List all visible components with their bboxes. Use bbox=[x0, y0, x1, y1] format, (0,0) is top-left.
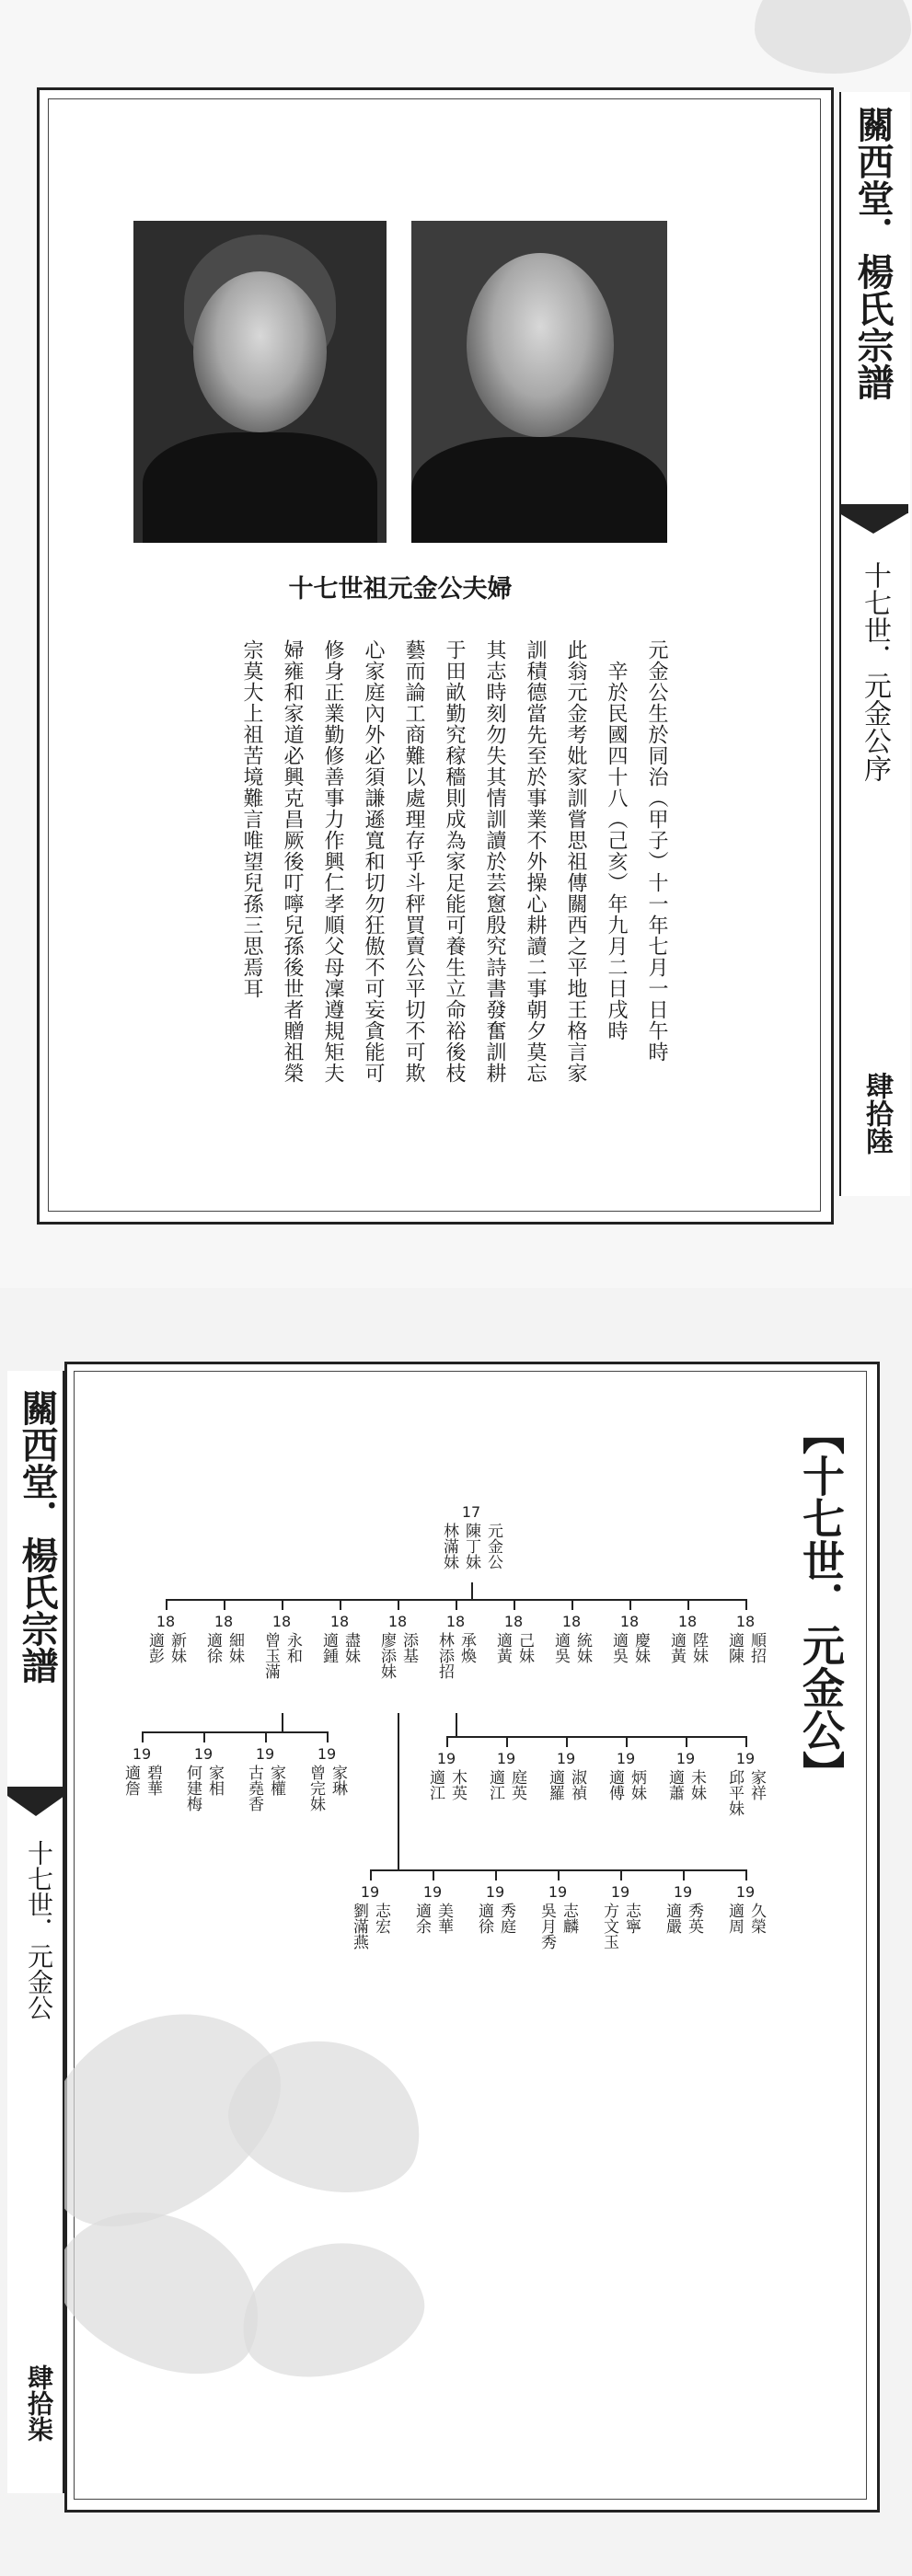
preface-column: 心家庭內外必須謙遜寬和切勿狂傲不可妄貪能可 bbox=[362, 639, 385, 1084]
person-name: 淑禎 bbox=[568, 1769, 586, 1800]
side-section: 十七世．元金公 bbox=[24, 1840, 54, 2020]
person-node bbox=[376, 1612, 419, 1679]
tree-connector bbox=[265, 1731, 267, 1742]
person-node bbox=[411, 1882, 454, 1934]
person-name: 木英 bbox=[448, 1769, 467, 1800]
person-name: 盡妹 bbox=[341, 1632, 360, 1663]
generation-number: 19 bbox=[317, 1745, 337, 1763]
person-name: 廖添妹 bbox=[377, 1632, 396, 1679]
generation-number: 19 bbox=[422, 1883, 443, 1901]
tree-connector bbox=[571, 1599, 573, 1610]
person-name: 適周 bbox=[725, 1903, 744, 1934]
generation-number: 19 bbox=[616, 1750, 636, 1767]
person-node bbox=[608, 1612, 651, 1663]
generation-number: 19 bbox=[485, 1883, 505, 1901]
person-node bbox=[306, 1744, 348, 1811]
person-name: 古堯香 bbox=[245, 1765, 263, 1811]
person-name: 元金公 bbox=[484, 1523, 502, 1570]
person-node bbox=[724, 1749, 767, 1816]
person-node bbox=[434, 1612, 477, 1679]
generation-number: 19 bbox=[735, 1883, 756, 1901]
person-name: 曾玉滿 bbox=[261, 1632, 280, 1679]
generation-number: 18 bbox=[214, 1613, 234, 1630]
spine-arrow-icon bbox=[839, 513, 907, 534]
generation-number: 19 bbox=[735, 1750, 756, 1767]
person-name: 細妹 bbox=[225, 1632, 244, 1663]
preface-column: 婦雍和家道必興克昌厥後叮嚀兒孫後世者贈祖榮 bbox=[281, 639, 304, 1084]
page-number: 肆拾柒 bbox=[24, 2364, 54, 2442]
person-name: 庭英 bbox=[508, 1769, 526, 1800]
tree-connector bbox=[398, 1599, 399, 1610]
tree-connector bbox=[683, 1869, 685, 1880]
person-name: 劉滿燕 bbox=[350, 1903, 368, 1949]
person-name: 統妹 bbox=[573, 1632, 592, 1663]
person-node bbox=[724, 1882, 767, 1934]
generation-number: 17 bbox=[461, 1503, 481, 1521]
person-name: 志宏 bbox=[372, 1903, 390, 1934]
person-name: 美華 bbox=[434, 1903, 453, 1934]
page-number: 肆拾陸 bbox=[860, 1072, 893, 1155]
person-node bbox=[144, 1612, 187, 1663]
tree-connector bbox=[203, 1731, 205, 1742]
person-node bbox=[599, 1882, 641, 1949]
tree-connector bbox=[745, 1599, 747, 1610]
person-name: 家權 bbox=[267, 1765, 285, 1796]
person-name: 秀英 bbox=[685, 1903, 703, 1934]
person-node bbox=[202, 1612, 245, 1663]
side-section: 十七世．元金公序 bbox=[859, 561, 891, 782]
person-name: 秀庭 bbox=[497, 1903, 515, 1934]
person-node bbox=[605, 1749, 647, 1800]
generation-number: 19 bbox=[360, 1883, 380, 1901]
tree-connector bbox=[282, 1713, 283, 1731]
preface-column: 其志時刻勿失其情訓讀於芸窻殷究詩書發奮訓耕 bbox=[483, 639, 506, 1084]
person-name: 碧華 bbox=[144, 1765, 162, 1796]
person-node bbox=[662, 1882, 704, 1934]
person-name: 適嚴 bbox=[663, 1903, 681, 1934]
person-name: 方文玉 bbox=[600, 1903, 618, 1949]
generation-number: 19 bbox=[436, 1750, 456, 1767]
tree-connector bbox=[506, 1736, 508, 1747]
person-name: 適吳 bbox=[551, 1632, 570, 1663]
person-node bbox=[121, 1744, 163, 1796]
person-name: 家相 bbox=[205, 1765, 224, 1796]
preface-column: 辛於民國四十八（己亥）年九月二日戌時 bbox=[605, 639, 628, 1041]
tree-connector bbox=[514, 1599, 515, 1610]
generation-number: 19 bbox=[675, 1750, 696, 1767]
person-name: 適徐 bbox=[475, 1903, 493, 1934]
tree-connector bbox=[456, 1599, 457, 1610]
person-node bbox=[724, 1612, 767, 1663]
tree-connector bbox=[370, 1869, 372, 1880]
spine-divider bbox=[839, 504, 908, 513]
generation-number: 19 bbox=[673, 1883, 693, 1901]
person-name: 適陳 bbox=[725, 1632, 744, 1663]
tree-connector bbox=[471, 1582, 473, 1599]
person-name: 林添招 bbox=[435, 1632, 454, 1679]
tree-connector bbox=[340, 1599, 341, 1610]
generation-number: 18 bbox=[503, 1613, 524, 1630]
person-node bbox=[439, 1502, 503, 1570]
person-name: 曾完妹 bbox=[306, 1765, 325, 1811]
preface-column: 訓積德當先至於事業不外操心耕讀二事朝夕莫忘 bbox=[524, 639, 547, 1084]
tree-connector bbox=[166, 1599, 167, 1610]
generation-number: 18 bbox=[677, 1613, 698, 1630]
generation-number: 19 bbox=[193, 1745, 214, 1763]
person-name: 家琳 bbox=[329, 1765, 347, 1796]
person-name: 適徐 bbox=[203, 1632, 222, 1663]
preface-column: 元金公生於同治（甲子）十一年七月一日午時 bbox=[645, 639, 668, 1063]
person-name: 陞妹 bbox=[689, 1632, 708, 1663]
tree-connector bbox=[626, 1736, 628, 1747]
generation-number: 18 bbox=[271, 1613, 292, 1630]
lily-flower-icon bbox=[755, 0, 911, 74]
person-node bbox=[318, 1612, 361, 1663]
person-node bbox=[425, 1749, 468, 1800]
tree-connector bbox=[433, 1869, 434, 1880]
person-name: 適傅 bbox=[606, 1769, 624, 1800]
generation-number: 18 bbox=[156, 1613, 176, 1630]
generation-number: 19 bbox=[132, 1745, 152, 1763]
preface-column: 宗莫大上祖苦境難言唯望兒孫三思焉耳 bbox=[240, 639, 263, 999]
tree-connector bbox=[327, 1731, 329, 1742]
generation-number: 18 bbox=[561, 1613, 582, 1630]
person-name: 何建梅 bbox=[183, 1765, 202, 1811]
person-name: 家祥 bbox=[747, 1769, 766, 1800]
preface-column: 于田畝勤究稼穡則成為家足能可養生立命裕後枝 bbox=[443, 639, 466, 1084]
generation-number: 19 bbox=[556, 1750, 576, 1767]
person-node bbox=[485, 1749, 527, 1800]
person-name: 適余 bbox=[412, 1903, 431, 1934]
tree-connector bbox=[142, 1731, 144, 1742]
wife-portrait bbox=[133, 221, 387, 543]
husband-portrait bbox=[411, 221, 667, 543]
person-node bbox=[666, 1612, 709, 1663]
person-name: 添基 bbox=[399, 1632, 418, 1663]
generation-number: 18 bbox=[735, 1613, 756, 1630]
generation-number: 18 bbox=[619, 1613, 640, 1630]
person-name: 久榮 bbox=[747, 1903, 766, 1934]
tree-connector bbox=[456, 1713, 457, 1736]
person-name: 吳月秀 bbox=[537, 1903, 556, 1949]
preface-text bbox=[230, 639, 672, 1191]
person-name: 適黃 bbox=[667, 1632, 686, 1663]
person-name: 適吳 bbox=[609, 1632, 628, 1663]
person-name: 永和 bbox=[283, 1632, 302, 1663]
tree-connector bbox=[745, 1736, 747, 1747]
person-node bbox=[349, 1882, 391, 1949]
person-name: 炳妹 bbox=[628, 1769, 646, 1800]
tree-connector bbox=[446, 1736, 747, 1738]
generation-number: 19 bbox=[548, 1883, 568, 1901]
photo-caption: 十七世祖元金公夫婦 bbox=[288, 575, 513, 604]
person-name: 志麟 bbox=[560, 1903, 578, 1934]
person-name: 適黃 bbox=[493, 1632, 512, 1663]
person-node bbox=[474, 1882, 516, 1934]
person-name: 志寧 bbox=[622, 1903, 641, 1934]
main-heading: 【十七世．元金公】 bbox=[796, 1412, 846, 1793]
tree-connector bbox=[629, 1599, 631, 1610]
person-name: 適江 bbox=[486, 1769, 504, 1800]
tree-connector bbox=[566, 1736, 568, 1747]
generation-number: 19 bbox=[255, 1745, 275, 1763]
book-title: 關西堂．楊氏宗譜 bbox=[16, 1389, 59, 1684]
person-name: 承煥 bbox=[457, 1632, 476, 1663]
tree-connector bbox=[495, 1869, 497, 1880]
tree-connector bbox=[686, 1736, 687, 1747]
person-name: 未妹 bbox=[687, 1769, 706, 1800]
person-name: 適羅 bbox=[546, 1769, 564, 1800]
tree-connector bbox=[398, 1713, 399, 1869]
person-node bbox=[537, 1882, 579, 1949]
person-node bbox=[664, 1749, 707, 1800]
person-name: 適詹 bbox=[121, 1765, 140, 1796]
person-name: 陳丁妹 bbox=[462, 1523, 480, 1570]
person-name: 適鍾 bbox=[319, 1632, 338, 1663]
person-name: 適江 bbox=[426, 1769, 444, 1800]
book-title: 關西堂．楊氏宗譜 bbox=[851, 106, 895, 400]
person-name: 適彭 bbox=[145, 1632, 164, 1663]
tree-connector bbox=[446, 1736, 448, 1747]
generation-number: 18 bbox=[445, 1613, 466, 1630]
person-name: 適蕭 bbox=[665, 1769, 684, 1800]
person-node bbox=[260, 1612, 303, 1679]
person-node bbox=[545, 1749, 587, 1800]
preface-column: 此翁元金考妣家訓嘗思祖傳關西之平地王格言家 bbox=[564, 639, 587, 1084]
person-name: 林滿妹 bbox=[440, 1523, 458, 1570]
tree-connector bbox=[558, 1869, 560, 1880]
person-name: 慶妹 bbox=[631, 1632, 650, 1663]
person-node bbox=[244, 1744, 286, 1811]
person-node bbox=[550, 1612, 593, 1663]
generation-number: 19 bbox=[610, 1883, 630, 1901]
person-node bbox=[492, 1612, 535, 1663]
person-name: 邱平妹 bbox=[725, 1769, 744, 1816]
generation-number: 19 bbox=[496, 1750, 516, 1767]
tree-connector bbox=[620, 1869, 622, 1880]
page-47 bbox=[0, 1288, 912, 2576]
tree-connector bbox=[142, 1731, 329, 1733]
generation-number: 18 bbox=[387, 1613, 408, 1630]
person-name: 順招 bbox=[747, 1632, 766, 1663]
tree-connector bbox=[282, 1599, 283, 1610]
person-node bbox=[182, 1744, 225, 1811]
tree-connector bbox=[687, 1599, 689, 1610]
person-name: 己妹 bbox=[515, 1632, 534, 1663]
person-name: 新妹 bbox=[167, 1632, 186, 1663]
tree-connector bbox=[224, 1599, 225, 1610]
tree-connector bbox=[745, 1869, 747, 1880]
preface-column: 修身正業勤修善事力作興仁孝順父母凜遵規矩夫 bbox=[321, 639, 344, 1084]
family-tree bbox=[0, 1288, 912, 2576]
preface-column: 藝而論工商難以處理存乎斗秤買賣公平切不可欺 bbox=[402, 639, 425, 1084]
generation-number: 18 bbox=[329, 1613, 350, 1630]
